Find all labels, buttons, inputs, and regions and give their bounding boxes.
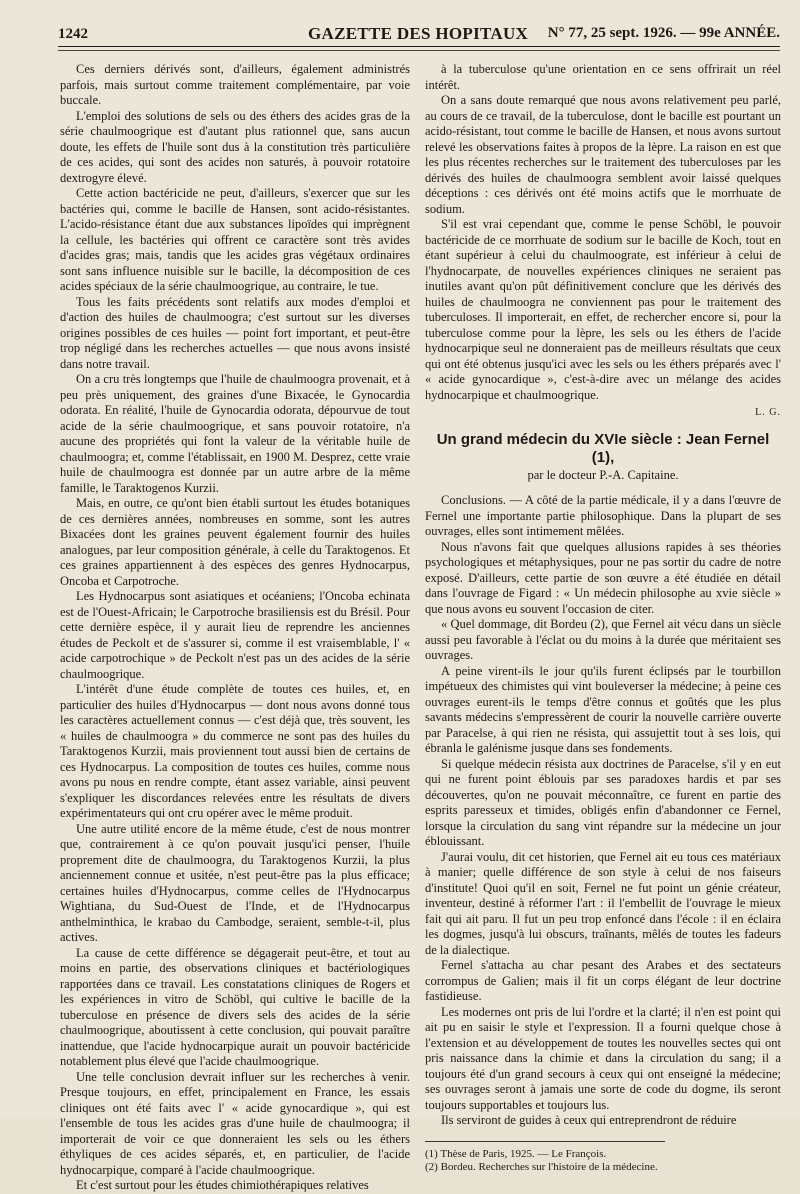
footnote: (1) Thèse de Paris, 1925. — Le François.: [425, 1147, 607, 1160]
paragraph: Ces derniers dérivés sont, d'ailleurs, également administrés parfois, mais surtout comme traitement complémentaire, par voie buccale.: [60, 62, 410, 107]
paragraph: La cause de cette différence se dégagerait peut-être, et tout au moins en partie, des observations cliniques et bactériologiques rapportées dans ce travail. Les constatations cliniques de Rogers et les expériences in vitro de Schöbl, qui cultive le bacille de la tuberculose en présence de divers sels des acides de la série chaulmoogrique, aboutissent à cette conclusion, qui pouvait paraître inattendue, que l'acide hydnocarpique aurait un pouvoir bactéricide notablement plus élevé que l'acide chaulmoogrique.: [60, 945, 410, 1068]
article-title: Un grand médecin du XVIe siècle : Jean Fernel (1),: [436, 430, 770, 466]
footnote: (2) Bordeu. Recherches sur l'histoire de la médecine.: [425, 1161, 658, 1173]
paragraph: Une telle conclusion devrait influer sur les recherches à venir. Presque toujours, en effet, principalement en France, les essais cliniques ont été faits avec l' « acide gynocardique », qui est l'ensemble de tous les acides gras d'une huile de chaulmoogra; il importerait de voir ce que donneraient les sels ou les éthers éthyliques de ces acides séparés, et, en particulier, de l'acide hydnocarpique, comparé à l'acide chaulmoogrique.: [60, 1069, 410, 1177]
paragraph: S'il est vrai cependant que, comme le pense Schöbl, le pouvoir bactéricide de ce morrhuate de sodium sur le bacille de Koch, tout en étant supérieur à celui du chaulmoograte, est inférieur à celui de l'hydnocarpate, de nouvelles expériences cliniques ne seraient pas inutiles avant qu'on pût définitivement conclure que les dérivés des huiles de chaulmoogra ne conviennent pas pour le traitement des tuberculoses. Il importerait, en effet, de rechercher encore si, pour la tuberculose comme pour la lèpre, les sels ou les éthers de l'acide hydnocarpique seul ne donneraient pas de meilleurs résultats que ceux qui ont été obtenus jusqu'ici avec les sels ou les éthers préparés avec l' « acide gynocardique », c'est-à-dire avec un mélange des acides hydnocarpique et chaulmoogrique.: [425, 217, 781, 402]
page-header: [58, 20, 780, 46]
paragraph: Si quelque médecin résista aux doctrines de Paracelse, s'il y en eut qui ne furent point éblouis par ses paradoxes hardis et par ses découvertes, qu'on ne pouvait méconnaître, ce furent en partie des esprits paresseux et timides, obligés enfin d'abandonner ce Fernel, lorsque la circulation du sang vint répandre sur la médecine un jour éblouissant.: [425, 756, 781, 848]
paragraph: Tous les faits précédents sont relatifs aux modes d'emploi et d'action des huiles de chaulmoogra; c'est surtout sur les diverses origines possibles de ces huiles — point fort important, et peut-être trop négligé dans les recherches actuelles — que nous avons insisté dans notre travail.: [60, 294, 410, 371]
paragraph: On a sans doute remarqué que nous avons relativement peu parlé, au cours de ce travail, de la tuberculose, dont le bacille est pourtant un acido-résistant, tout comme le bacille de Hansen, et nous avons surtout relevé les observations faites à propos de la lèpre. La raison en est que les plus récentes recherches sur le traitement des tuberculoses par les dérivés des huiles de chaulmoogra semblent avoir laissé quelques déceptions : ces dérivés ont été moins actifs que le morrhuate de sodium.: [425, 93, 781, 216]
paragraph: Et c'est surtout pour les études chimiothérapiques relatives: [76, 1178, 369, 1192]
left-column: [60, 62, 410, 1194]
paragraph: « Quel dommage, dit Bordeu (2), que Fernel ait vécu dans un siècle aussi peu favorable à l'éclat ou du moins à la durée que méritaient ses ouvrages.: [425, 617, 781, 662]
paragraph: à la tuberculose qu'une orientation en ce sens offrirait un réel intérêt.: [425, 62, 781, 92]
journal-title: GAZETTE DES HOPITAUX: [308, 24, 529, 43]
header-rule: [58, 46, 780, 47]
footnote-rule: [425, 1141, 665, 1142]
paragraph: Ils serviront de guides à ceux qui entreprendront de réduire: [441, 1113, 737, 1127]
paragraph: J'aurai voulu, dit cet historien, que Fernel ait eu tous ces matériaux à manier; quelle différence de son style à celui de nos faiseurs d'institute! Quoi qu'il en soit, Fernel ne fut point un génie créateur, inventeur, destiné à réformer l'art : il l'embellit de l'ouvrage le mieux fait qui ait paru. Il fut un peu trop enfoncé dans l'école : il en éclaira les dogmes, jusqu'à lui obscurs, traînants, mêlés de toutes les fadeurs de la dialectique.: [425, 849, 781, 957]
paragraph: Mais, en outre, ce qu'ont bien établi surtout les études botaniques de ces dernières années, nombreuses en somme, sont les autres Bixacées dont les graines peuvent également fournir des huiles analogues, par leur composition générale, à celle du Taraktogenos. Et ces graines appartiennent à des espèces des genres Hydnocarpus, Oncoba et Carpotroche.: [60, 496, 410, 588]
paragraph: L'intérêt d'une étude complète de toutes ces huiles, et, en particulier des huiles d'Hydnocarpus — dont nous avons donné tous les caractères actuellement connus — c'est déjà que, très souvent, les « huiles de chaulmoogra » du commerce ne sont pas des huiles du Taraktogenos Kurzii, mais proviennent tout aussi bien de certains de ces Hydnocarpus. La composition de toutes ces huiles, comme nous avons pu nous en rendre compte, étant assez variable, ainsi peuvent s'expliquer les discordances relevées entre les résultats de divers expérimentateurs qui ont cru opérer avec le même produit.: [60, 682, 410, 820]
paragraph: Fernel s'attacha au char pesant des Arabes et des sectateurs corrompus de Galien; mais il fit un corps élégant de leur doctrine fastidieuse.: [425, 958, 781, 1003]
paragraph: L'emploi des solutions de sels ou des éthers des acides gras de la série chaulmoogrique est d'autant plus rationnel que, sans aucun doute, les effets de l'huile sont dus à la constitution très particulière de ces acides, qui sont des acides non saturés, à pouvoir rotatoire dextrogyre élevé.: [60, 108, 410, 185]
page-number: 1242: [58, 26, 88, 42]
right-column: [425, 62, 781, 1175]
paragraph: Conclusions. — A côté de la partie médicale, il y a dans l'œuvre de Fernel une importante partie philosophique. Dans la plupart de ses ouvrages, elles sont intimement mêlées.: [425, 493, 781, 538]
issue-info: N° 77, 25 sept. 1926. — 99e ANNÉE.: [547, 25, 780, 41]
paragraph: Les modernes ont pris de lui l'ordre et la clarté; il n'en est point qui ait pu en saisir le style et l'expression. Il a fourni quelque chose à l'extension et au développement de toutes les nouvelles sectes qui ont pris naissance dans la chimie et dans la circulation du sang; il a toujours été d'un grand secours à ceux qui ont enseigné la médecine; ses ouvrages seront à jamais une sorte de code du dogme, ils seront toujours supportables et toujours lus.: [425, 1004, 781, 1112]
paragraph: Les Hydnocarpus sont asiatiques et océaniens; l'Oncoba echinata est de l'Ouest-Africain; le Carpotroche brasiliensis est du Brésil. Pour cette dernière espèce, il y aurait lieu de reprendre les anciennes études de Peckolt et de s'assurer si, comme il est vraisemblable, l' « acide carpotrochique » de Peckolt n'est pas un des acides de la série chaulmoogrique.: [60, 589, 410, 681]
header-rule-thin: [58, 50, 780, 51]
paragraph: Nous n'avons fait que quelques allusions rapides à ses théories psychologiques et métaphysiques, pour ne pas sortir du cadre de notre exposé. D'ailleurs, cette partie de son œuvre a été étudiée en détail dans l'ouvrage de Figard : « Un médecin philosophe au xvie siècle » que nous avons eu souvent l'occasion de citer.: [425, 539, 781, 616]
article-byline: par le docteur P.-A. Capitaine.: [527, 467, 679, 482]
paragraph: On a cru très longtemps que l'huile de chaulmoogra provenait, et à peu près uniquement, des graines d'une Bixacée, le Gynocardia odorata. En réalité, l'huile de Gynocardia odorata, dépourvue de tout acide de la série chaulmoogrique, et sans pouvoir rotatoire, n'a aucune des propriétés qui font la valeur de la véritable huile de chaulmoogra; et, comme l'établissait, en 1900 M. Desprez, cette vraie huile de chaulmoogra est donnée par un autre arbre de la même famille, le Taraktogenos Kurzii.: [60, 372, 410, 495]
author-signature: L. G.: [755, 407, 781, 418]
paragraph: A peine virent-ils le jour qu'ils furent éclipsés par le tourbillon impétueux des chimistes qui vint bouleverser la médecine; à peine ces ouvrages eurent-ils le temps d'être connus et goûtés que les plus savants médecins s'empressèrent de courir la nouvelle carrière ouverte par Paracelse, à qui rien ne résista, qui assujettit tout à ses lois, qui ébranla le galénisme jusque dans ses fondements.: [425, 663, 781, 755]
paragraph: Cette action bactéricide ne peut, d'ailleurs, s'exercer que sur les bactéries qui, comme le bacille de Hansen, sont acido-résistantes. L'acido-résistance étant due aux substances lipoïdes qui imprègnent la cellule, les bactéries qui offrent ce caractère sont très avides d'acides gras; mais, tandis que les acides gras végétaux ordinaires sont sans influence nuisible sur le bacille, la décomposition de ces acides spéciaux de la série chaulmoogrique, au contraire, le tue.: [60, 186, 410, 293]
paragraph: Une autre utilité encore de la même étude, c'est de nous montrer que, contrairement à ce qu'on pouvait jusqu'ici penser, l'huile proprement dite de chaulmoogra, du Taraktogenos Kurzii, la plus anciennement connue et usitée, n'est peut-être pas la plus efficace; certaines huiles d'Hydnocarpus, comme celles de l'Hydnocarpus Wightiana, du Sud-Ouest de l'Inde, et de l'Hydnocarpus anthelminthica, le krabao du Cambodge, seraient, semble-t-il, plus actives.: [60, 821, 410, 944]
